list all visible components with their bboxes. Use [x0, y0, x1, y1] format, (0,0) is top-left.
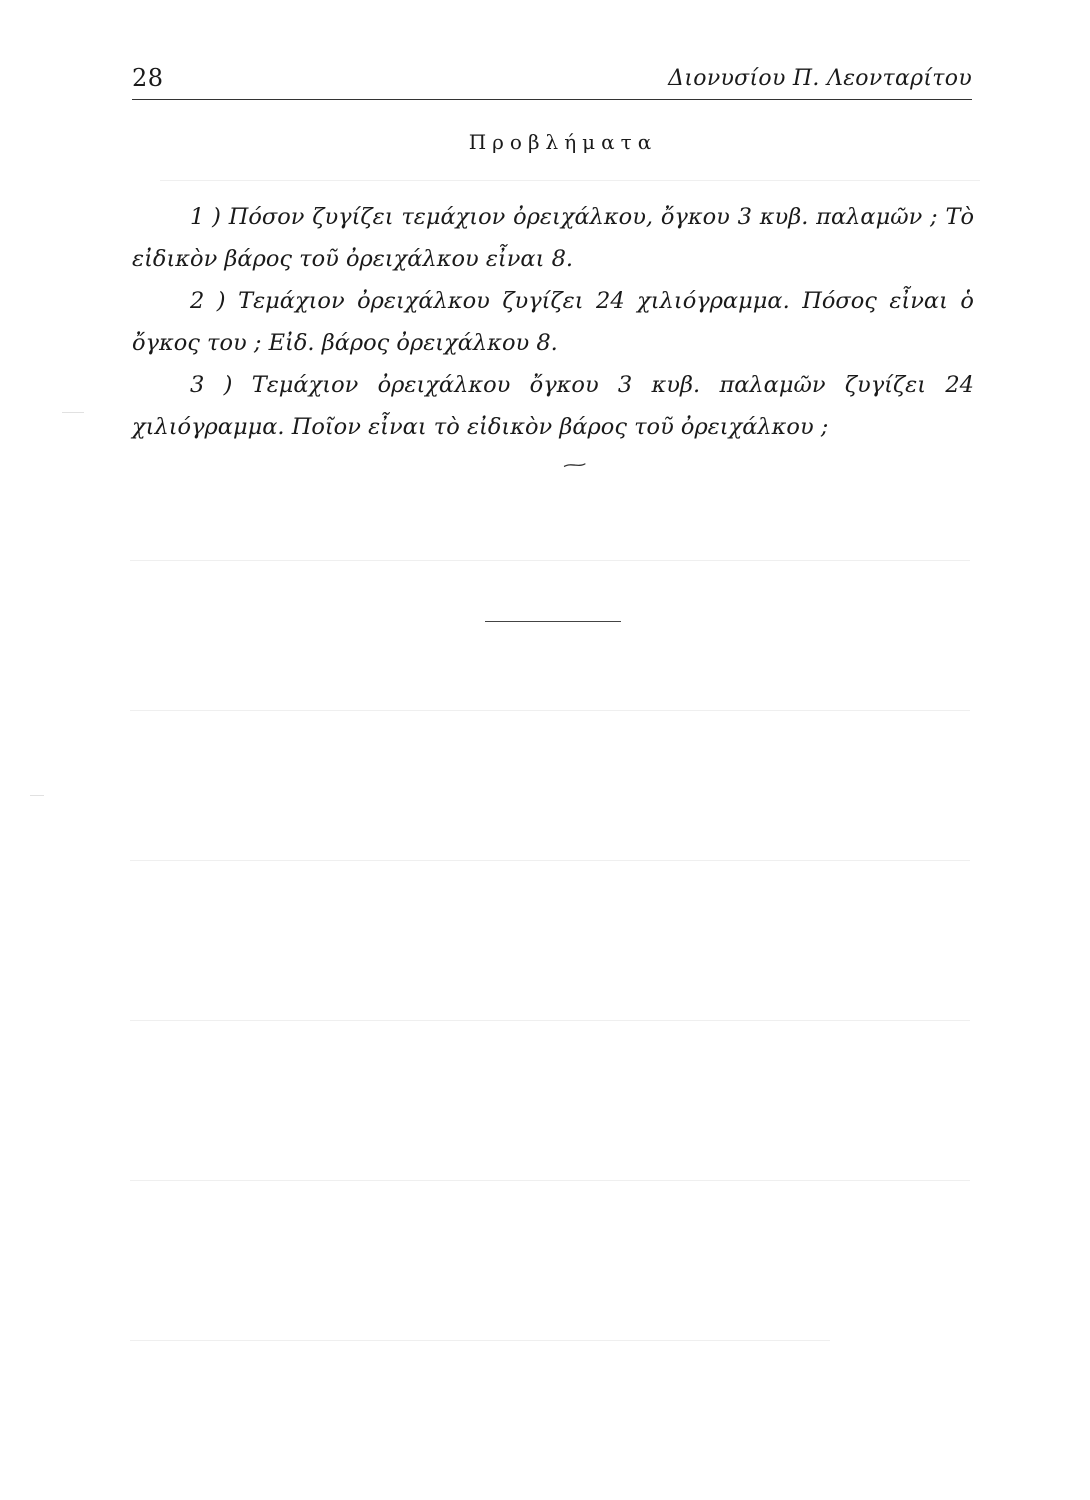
page-number: 28	[132, 64, 164, 92]
header-rule	[132, 99, 972, 100]
problem-item	[132, 280, 974, 364]
problem-text: Πόσον ζυγίζει τεμάχιον ὀρειχάλκου, ὄγκου 3 κυβ. παλαμῶν ; Τὸ εἰδικὸν βάρος τοῦ ὀρειχάλκου εἶναι 8.	[132, 204, 974, 272]
problem-number: 2 )	[190, 288, 226, 314]
problem-number: 1 )	[190, 204, 221, 230]
section-end-rule	[485, 621, 621, 622]
problems-list	[132, 196, 974, 448]
problem-item	[132, 364, 974, 448]
problem-item	[132, 196, 974, 280]
running-head: Διονυσίου Π. Λεονταρίτου	[668, 66, 972, 91]
section-title: Προβλήματα	[468, 130, 658, 154]
ornament-flourish: ~	[557, 454, 593, 475]
problem-text: Τεμάχιον ὀρειχάλκου ὄγκου 3 κυβ. παλαμῶν ζυγίζει 24 χιλιόγραμμα. Ποῖον εἶναι τὸ εἰδικὸν βάρος τοῦ ὀρειχάλκου ;	[132, 372, 974, 440]
problem-number: 3 )	[190, 372, 233, 398]
problem-text: Τεμάχιον ὀρειχάλκου ζυγίζει 24 χιλιόγραμμα. Πόσος εἶναι ὁ ὄγκος του ; Εἰδ. βάρος ὀρειχάλκου 8.	[132, 288, 974, 356]
page-header	[132, 64, 972, 98]
